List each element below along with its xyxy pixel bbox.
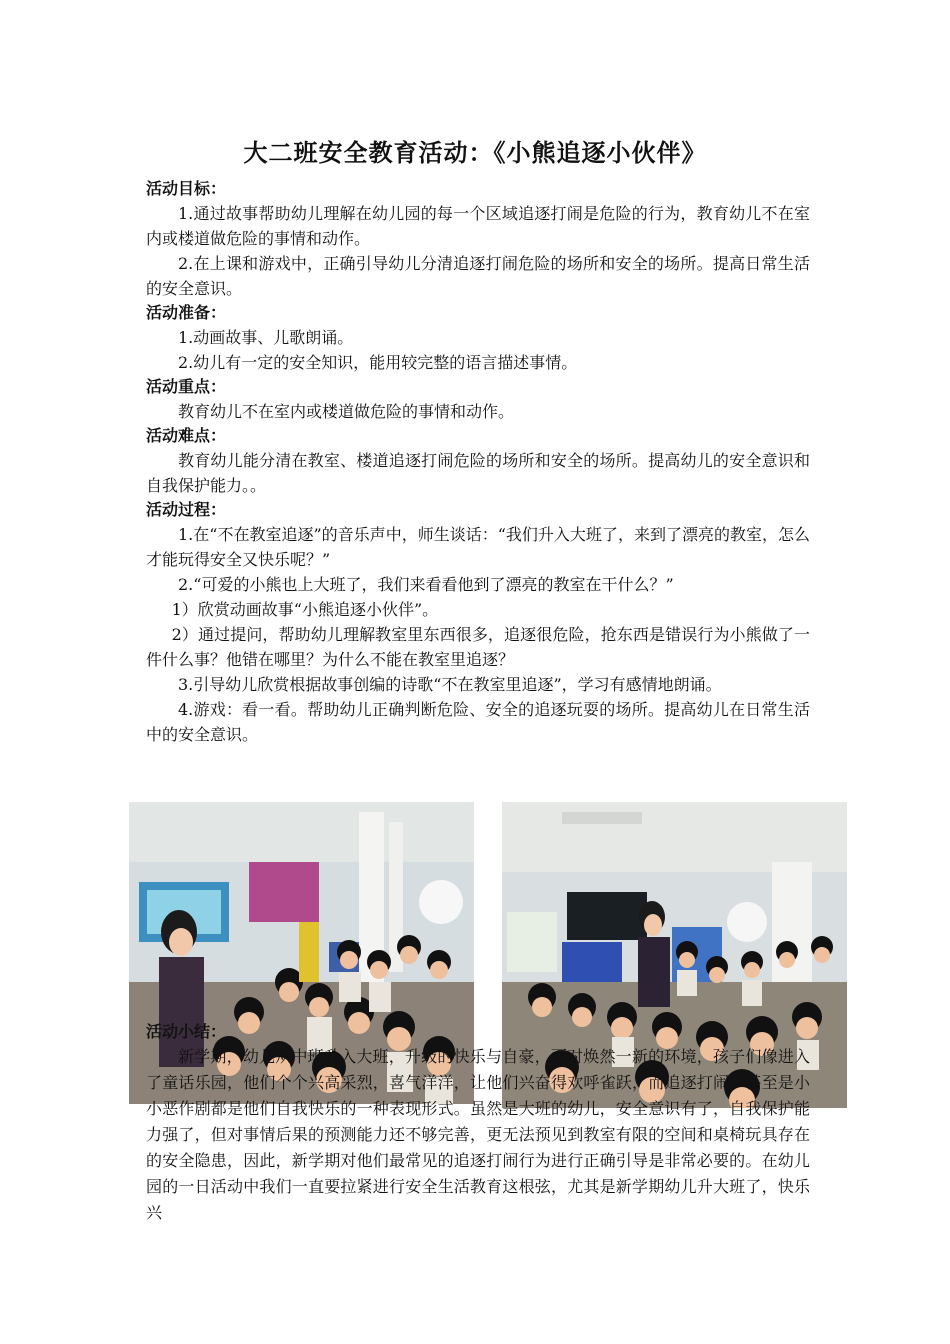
document-body bbox=[146, 177, 810, 747]
difficulty-heading: 活动难点： bbox=[146, 426, 227, 445]
goals-item: 2.在上课和游戏中，正确引导幼儿分清追逐打闹危险的场所和安全的场所。提高日常生活的安全意识。 bbox=[146, 254, 810, 298]
prep-item: 2.幼儿有一定的安全知识，能用较完整的语言描述事情。 bbox=[178, 353, 578, 372]
process-heading: 活动过程： bbox=[146, 500, 227, 519]
summary-text: 新学期，幼儿从中班升入大班，升级的快乐与自豪，面对焕然一新的环境，孩子们像进入了童话乐园，他们个个兴高采烈，喜气洋洋，让他们兴奋得欢呼雀跃，而追逐打闹，甚至是小小恶作剧都是他们自我快乐的一种表现形式。虽然是大班的幼儿，安全意识有了，自我保护能力强了，但对事情后果的预测能力还不够完善，更无法预见到教室有限的空间和桌椅玩具存在的安全隐患，因此，新学期对他们最常见的追逐打闹行为进行正确引导是非常必要的。在幼儿园的一日活动中我们一直要拉紧进行安全生活教育这根弦，尤其是新学期幼儿升大班了，快乐兴 bbox=[146, 1047, 810, 1222]
focus-heading: 活动重点： bbox=[146, 377, 227, 396]
prep-heading: 活动准备： bbox=[146, 303, 227, 322]
process-item: 2.“可爱的小熊也上大班了，我们来看看他到了漂亮的教室在干什么？” bbox=[178, 575, 674, 594]
prep-item: 1.动画故事、儿歌朗诵。 bbox=[178, 328, 354, 347]
summary-section bbox=[146, 1020, 810, 1226]
focus-text: 教育幼儿不在室内或楼道做危险的事情和动作。 bbox=[178, 402, 515, 421]
goals-heading: 活动目标： bbox=[146, 179, 227, 198]
process-item: 1）欣赏动画故事“小熊追逐小伙伴”。 bbox=[171, 600, 439, 619]
goals-item: 1.通过故事帮助幼儿理解在幼儿园的每一个区域追逐打闹是危险的行为，教育幼儿不在室内或楼道做危险的事情和动作。 bbox=[146, 204, 810, 248]
process-item: 3.引导幼儿欣赏根据故事创编的诗歌“不在教室里追逐”，学习有感情地朗诵。 bbox=[178, 675, 722, 694]
process-item: 4.游戏：看一看。帮助幼儿正确判断危险、安全的追逐玩耍的场所。提高幼儿在日常生活中的安全意识。 bbox=[146, 700, 810, 744]
process-item: 2）通过提问，帮助幼儿理解教室里东西很多，追逐很危险，抢东西是错误行为小熊做了一件什么事？他错在哪里？为什么不能在教室里追逐？ bbox=[146, 625, 810, 669]
document-title: 大二班安全教育活动：《小熊追逐小伙伴》 bbox=[243, 139, 707, 167]
difficulty-text: 教育幼儿能分清在教室、楼道追逐打闹危险的场所和安全的场所。提高幼儿的安全意识和自我保护能力。。 bbox=[146, 451, 810, 495]
summary-heading: 活动小结： bbox=[146, 1022, 227, 1041]
process-item: 1.在“不在教室追逐”的音乐声中，师生谈话：“我们升入大班了，来到了漂亮的教室，怎么才能玩得安全又快乐呢？” bbox=[146, 525, 810, 569]
